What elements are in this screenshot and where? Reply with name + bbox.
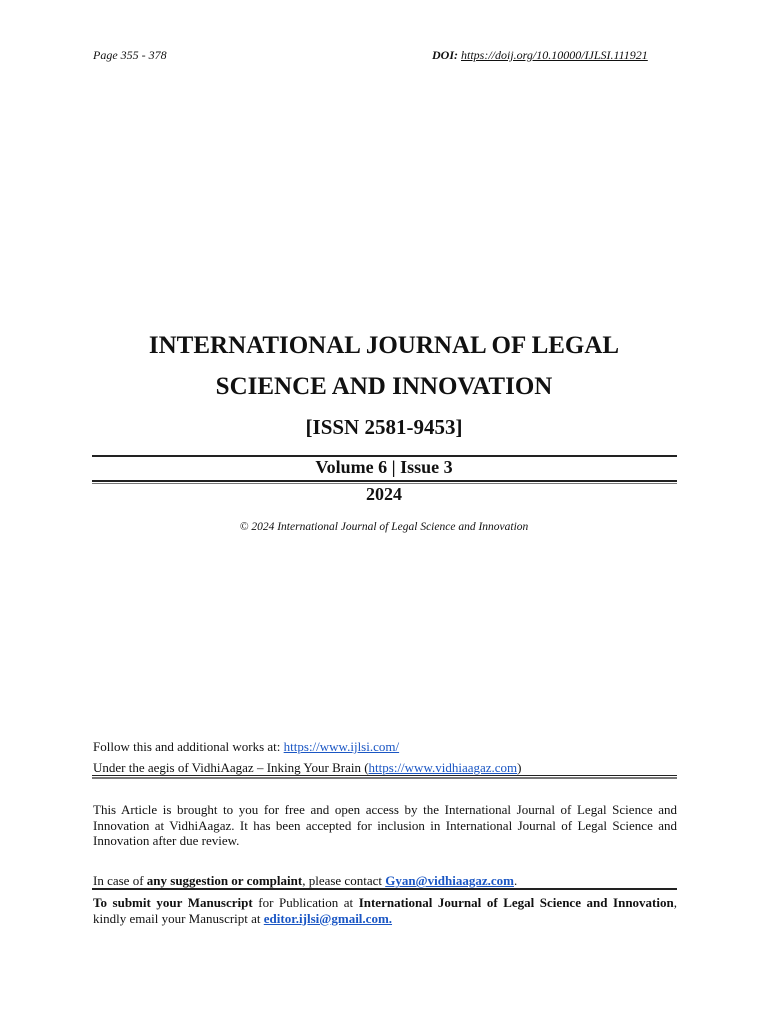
aegis-prefix: Under the aegis of VidhiAagaz – Inking Your Brain (	[93, 760, 369, 775]
journal-title-line2: SCIENCE AND INNOVATION	[215, 373, 553, 400]
year: 2024	[366, 484, 402, 504]
doi	[432, 48, 648, 63]
follow-link[interactable]: https://www.ijlsi.com/	[283, 739, 400, 754]
article-notice: This Article is brought to you for free and open access by the International Journal of Legal Science and Innovation at VidhiAagaz. It has been accepted for inclusion in International Journal of Legal Science and Innovation after due review.	[93, 802, 677, 848]
contact-prefix: In case of	[93, 873, 147, 888]
aegis-link[interactable]: https://www.vidhiaagaz.com	[368, 760, 518, 775]
volume-issue: Volume 6 | Issue 3	[315, 457, 453, 477]
submit-bold-1: To submit your Manuscript	[93, 895, 253, 910]
contact-mid: , please contact	[302, 873, 386, 888]
doi-label: DOI:	[432, 48, 458, 62]
submit-email-link[interactable]: editor.ijlsi@gmail.com.	[263, 910, 393, 926]
submit-bold-2: International Journal of Legal Science and Innovation	[358, 895, 674, 910]
doi-link[interactable]: https://doij.org/10.10000/IJLSI.111921	[461, 48, 648, 62]
divider-footer-second	[92, 777, 677, 779]
issn: [ISSN 2581-9453]	[305, 415, 463, 439]
aegis-line	[93, 760, 677, 776]
contact-line	[93, 873, 677, 889]
divider-double	[92, 480, 677, 482]
contact-email-link[interactable]: Gyan@vidhiaagaz.com	[385, 873, 514, 888]
follow-line	[93, 739, 677, 755]
follow-prefix: Follow this and additional works at:	[93, 739, 284, 754]
journal-title-line1: INTERNATIONAL JOURNAL OF LEGAL	[148, 332, 620, 359]
submit-mid: for Publication at	[252, 895, 359, 910]
contact-bold: any suggestion or complaint	[146, 873, 303, 888]
page-range: Page 355 - 378	[93, 48, 167, 62]
copyright: © 2024 International Journal of Legal Science and Innovation	[239, 521, 529, 533]
contact-suffix: .	[513, 873, 518, 888]
submit-notice	[93, 895, 677, 926]
divider-submit	[92, 888, 677, 890]
divider-footer	[92, 775, 677, 776]
aegis-suffix: )	[517, 760, 522, 775]
submit-mid-2: , kindly email your Manuscript at	[93, 895, 677, 926]
